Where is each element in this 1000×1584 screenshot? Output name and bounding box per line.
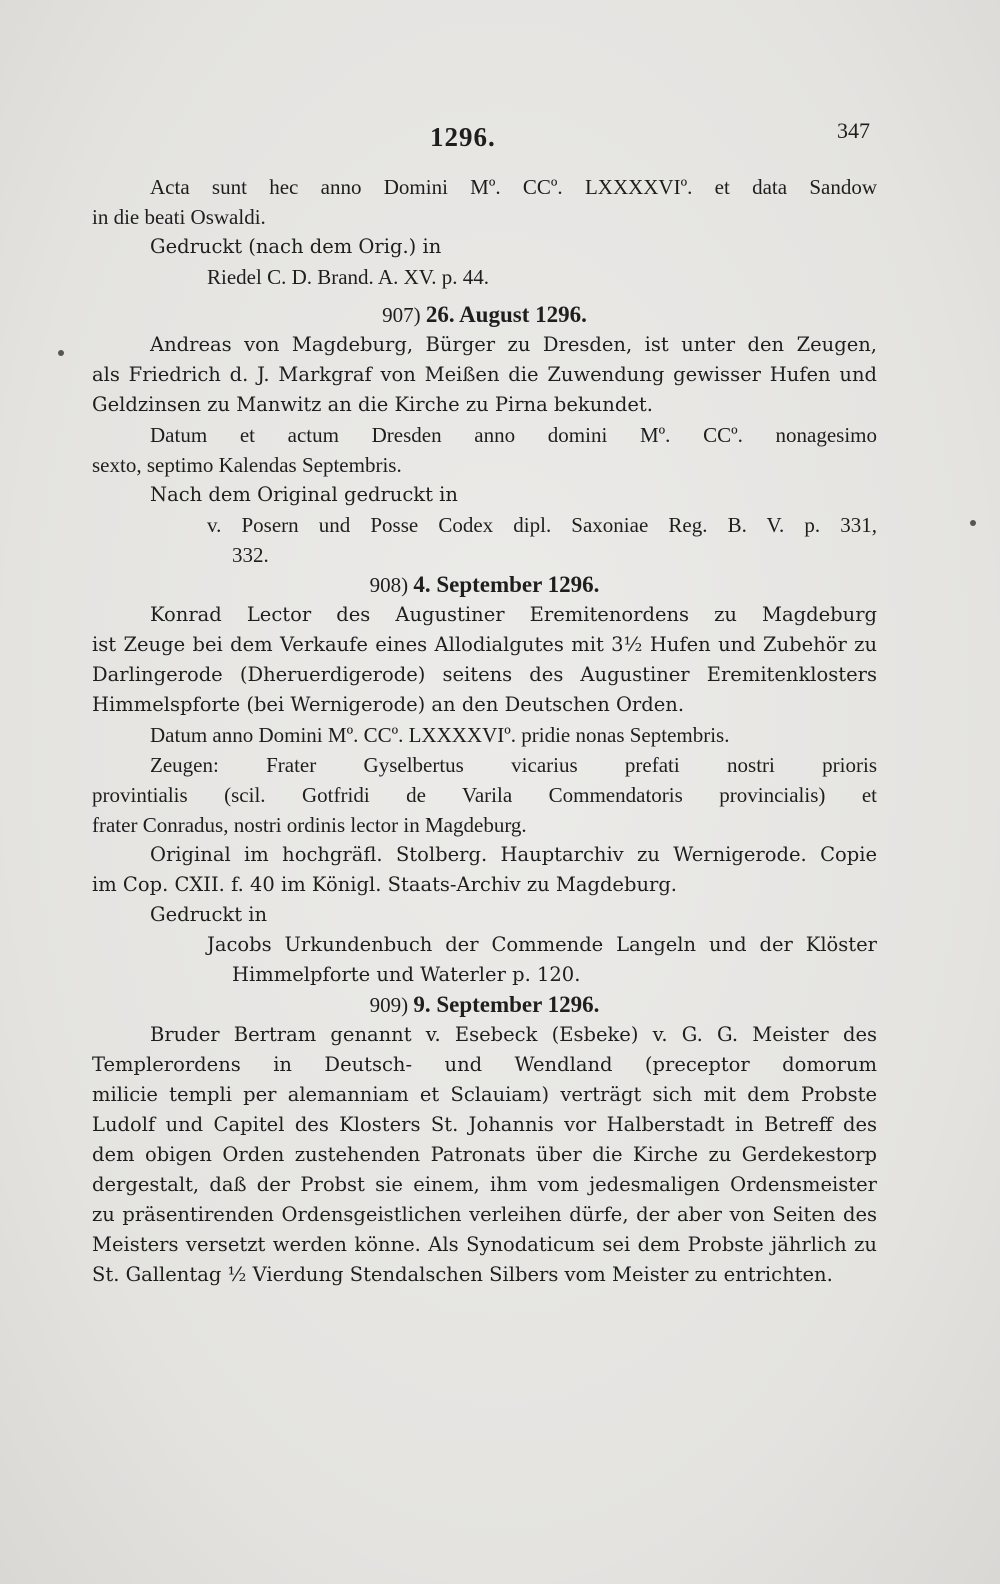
summary-line: Geldzinsen zu Manwitz an die Kirche zu Pirna bekundet. (92, 393, 653, 416)
printed-reference: Himmelpforte und Waterler p. 120. (232, 963, 581, 986)
entry-date: 4. September 1296. (413, 572, 600, 597)
datum-line: sexto, septimo Kalendas Septembris. (92, 453, 402, 477)
printed-reference: 332. (232, 543, 269, 567)
summary-line: dem obigen Orden zustehenden Patronats über die Kirche zu Gerdekestorp (92, 1143, 877, 1166)
summary-line: milicie templi per alemanniam et Sclauiam) verträgt sich mit dem Probste (92, 1083, 877, 1106)
page-header (0, 118, 1000, 158)
summary-line: Bruder Bertram genannt v. Esebeck (Esbeke) v. G. G. Meister des (150, 1023, 877, 1046)
summary-line: Templerordens in Deutsch- und Wendland (preceptor domorum (92, 1053, 877, 1076)
printed-label: Gedruckt (nach dem Orig.) in (150, 235, 442, 258)
printed-label: Nach dem Original gedruckt in (150, 483, 458, 506)
summary-line: Himmelspforte (bei Wernigerode) an den Deutschen Orden. (92, 693, 685, 716)
datum-line: Acta sunt hec anno Domini Mº. CCº. LXXXXVIº. et data Sandow (150, 175, 877, 199)
witness-line: provintialis (scil. Gotfridi de Varila Commendatoris provincialis) et (92, 783, 877, 807)
entry-number: 907) (382, 303, 421, 327)
printed-reference: Jacobs Urkundenbuch der Commende Langeln und der Klöster (207, 933, 877, 956)
source-line: im Cop. CXII. f. 40 im Königl. Staats-Archiv zu Magdeburg. (92, 873, 678, 896)
witness-line: frater Conradus, nostri ordinis lector in Magdeburg. (92, 813, 527, 837)
summary-line: Darlingerode (Dheruerdigerode) seitens des Augustiner Eremitenklosters (92, 663, 877, 686)
printed-reference: v. Posern und Posse Codex dipl. Saxoniae Reg. B. V. p. 331, (207, 513, 877, 537)
summary-line: dergestalt, daß der Probst sie einem, ihm vom jedesmaligen Ordensmeister (92, 1173, 877, 1196)
printed-label: Gedruckt in (150, 903, 268, 926)
summary-line: Meisters versetzt werden könne. Als Synodaticum sei dem Probste jährlich zu (92, 1233, 877, 1256)
page-body (92, 172, 877, 1290)
entry-date: 9. September 1296. (413, 992, 600, 1017)
summary-line: Andreas von Magdeburg, Bürger zu Dresden, ist unter den Zeugen, (150, 333, 877, 356)
datum-line: Datum anno Domini Mº. CCº. LXXXXVIº. pridie nonas Septembris. (150, 723, 730, 747)
summary-line: St. Gallentag ½ Vierdung Stendalschen Silbers vom Meister zu entrichten. (92, 1263, 833, 1286)
summary-line: Ludolf und Capitel des Klosters St. Johannis vor Halberstadt in Betreff des (92, 1113, 877, 1136)
summary-line: als Friedrich d. J. Markgraf von Meißen die Zuwendung gewisser Hufen und (92, 363, 877, 386)
source-line: Original im hochgräfl. Stolberg. Hauptarchiv zu Wernigerode. Copie (150, 843, 877, 866)
printed-reference: Riedel C. D. Brand. A. XV. p. 44. (207, 265, 489, 289)
page-number: 347 (837, 118, 870, 143)
entry-number: 908) (369, 573, 409, 597)
entry-heading-908 (92, 570, 877, 600)
entry-heading-907 (92, 300, 877, 330)
summary-line: zu präsentirenden Ordensgeistlichen verleihen dürfe, der aber von Seiten des (92, 1203, 877, 1226)
speck-mark (970, 520, 976, 526)
entry-heading-909 (92, 990, 877, 1020)
witness-line: Zeugen: Frater Gyselbertus vicarius prefati nostri prioris (150, 753, 877, 777)
summary-line: ist Zeuge bei dem Verkaufe eines Allodialgutes mit 3½ Hufen und Zubehör zu (92, 633, 877, 656)
entry-number: 909) (369, 993, 409, 1017)
speck-mark (58, 350, 64, 356)
datum-line: Datum et actum Dresden anno domini Mº. CCº. nonagesimo (150, 423, 877, 447)
running-head-year: 1296. (430, 122, 496, 152)
entry-date: 26. August 1296. (425, 302, 587, 327)
datum-line: in die beati Oswaldi. (92, 205, 266, 229)
summary-line: Konrad Lector des Augustiner Eremitenordens zu Magdeburg (150, 603, 877, 626)
